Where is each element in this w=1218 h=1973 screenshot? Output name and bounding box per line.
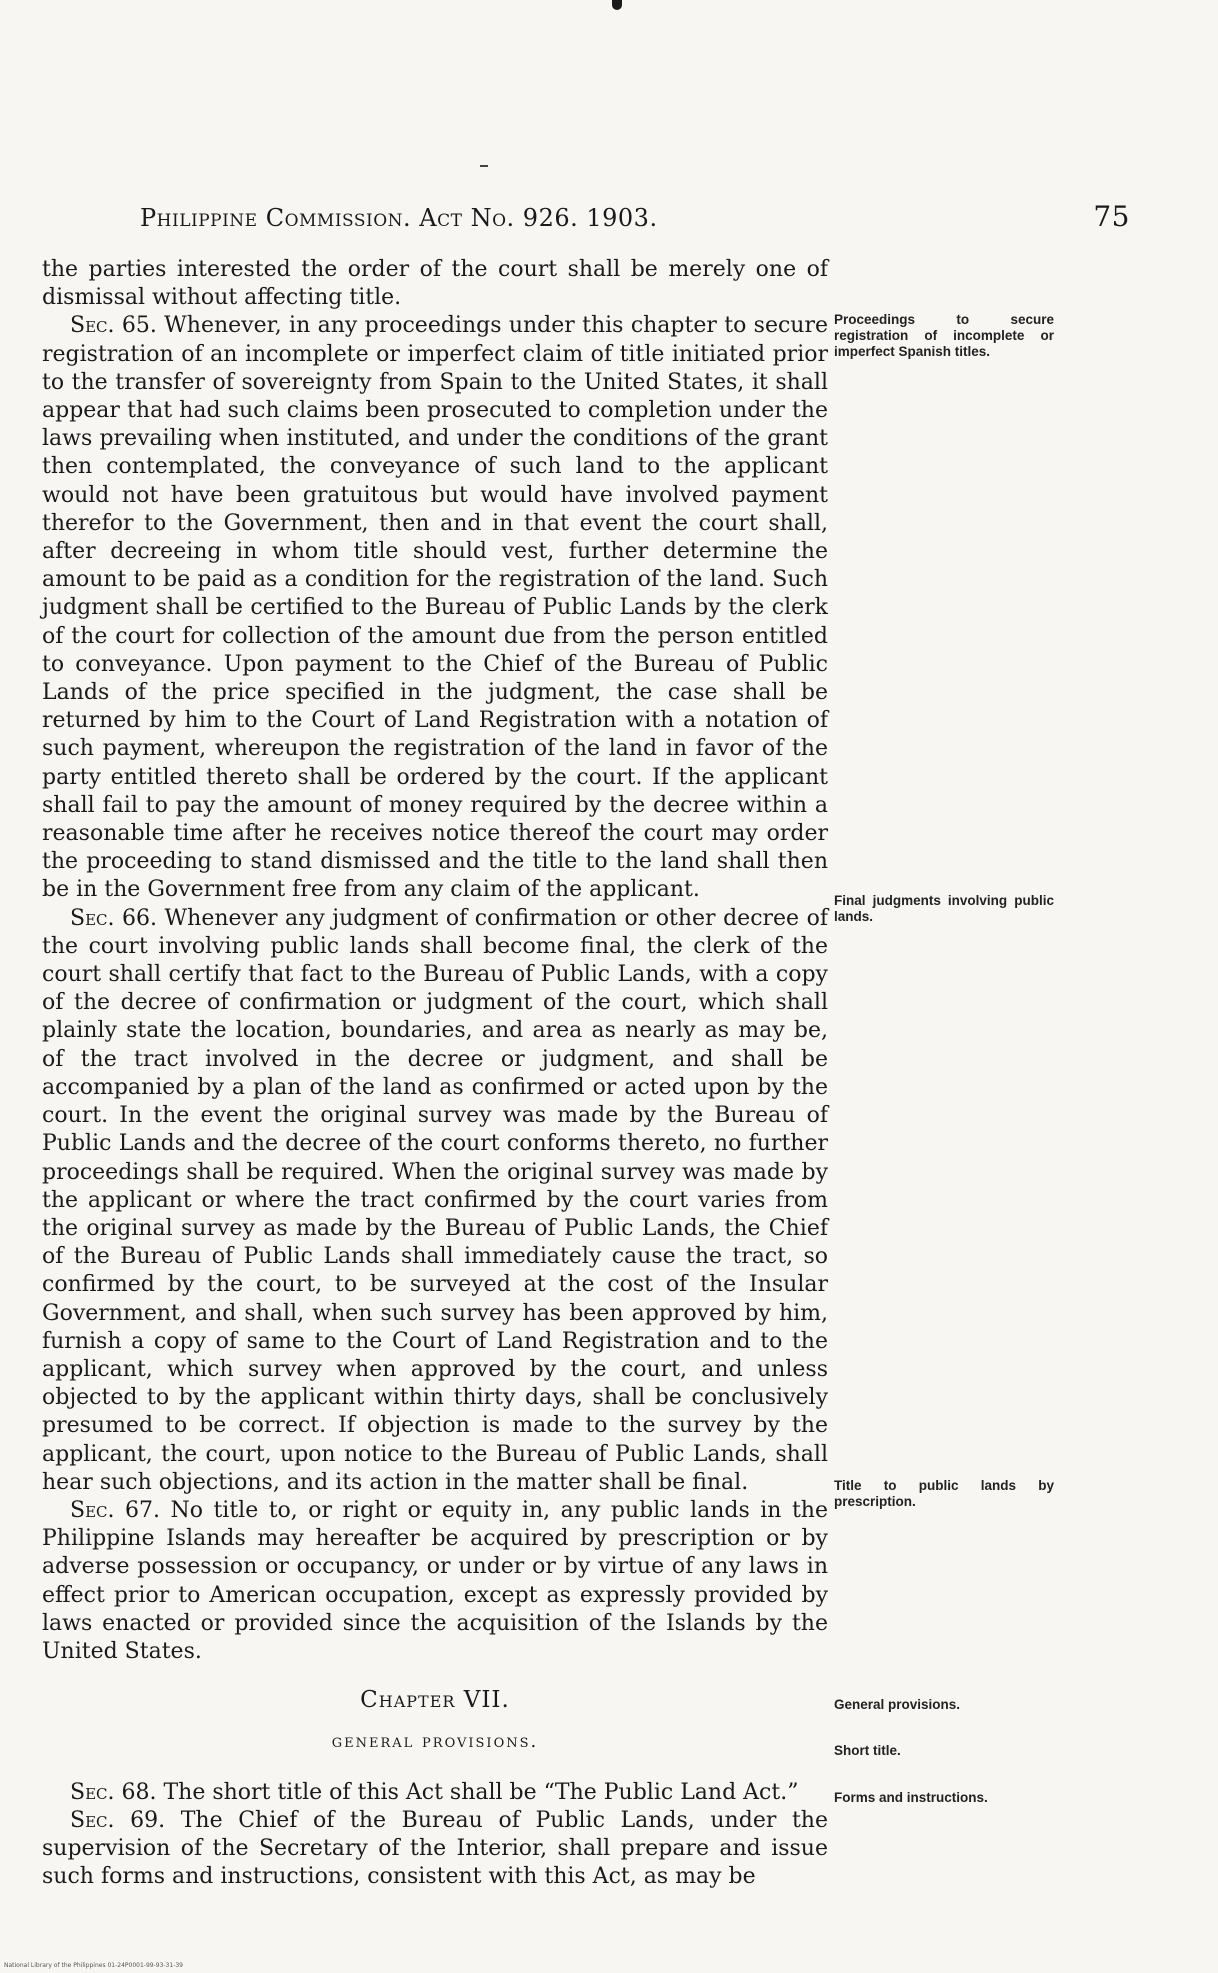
main-text-column: [42, 256, 828, 1891]
margin-note-final-judgments: Final judgments involving public lands.: [834, 893, 1054, 924]
section-69-label: Sec. 69.: [70, 1807, 166, 1833]
section-69: [42, 1807, 828, 1892]
scan-credit: National Library of the Philippines 01-24P0001-99-93-31-39: [4, 1962, 183, 1969]
section-68-label: Sec. 68.: [70, 1779, 157, 1805]
binding-mark: [612, 0, 622, 10]
section-68: [42, 1779, 828, 1807]
running-title: Philippine Commission. Act No. 926. 1903.: [140, 204, 658, 232]
chapter-subheading: general provisions.: [331, 1731, 539, 1753]
margin-note-title-by-prescription: Title to public lands by prescription.: [834, 1478, 1054, 1509]
section-66-label: Sec. 66.: [70, 905, 158, 931]
section-65: [42, 312, 828, 904]
print-mark: [480, 165, 488, 167]
section-67: [42, 1497, 828, 1666]
section-68-text: The short title of this Act shall be “The Public Land Act.”: [156, 1779, 799, 1805]
section-67-text: No title to, or right or equity in, any public lands in the Philippine Islands may hereafter be acquired by prescription or by adverse possession or occupancy, or under or by virtue of any laws in effect prior to American occupation, except as expressly provided by laws enacted or provided since the acquisition of the Islands by the United States.: [42, 1497, 828, 1664]
section-65-label: Sec. 65.: [70, 313, 157, 339]
margin-note-spanish-titles: Proceedings to secure registration of incomplete or imperfect Spanish titles.: [834, 312, 1054, 359]
section-66: [42, 905, 828, 1497]
margin-note-short-title: Short title.: [834, 1743, 901, 1758]
page-number: 75: [1093, 200, 1130, 233]
section-66-text: Whenever any judgment of confirmation or other decree of the court involving public lands shall become final, the clerk of the court shall certify that fact to the Bureau of Public Lands, with a copy of the decree of confirmation or judgment of the court, which shall plainly state the location, boundaries, and area as nearly as may be, of the tract involved in the decree or judgment, and shall be accompanied by a plan of the land as confirmed or acted upon by the court. In the event the original survey was made by the Bureau of Public Lands and the decree of the court conforms thereto, no further proceedings shall be required. When the original survey was made by the applicant or where the tract confirmed by the court varies from the original survey as made by the Bureau of Public Lands, the Chief of the Bureau of Public Lands shall immediately cause the tract, so confirmed by the court, to be surveyed at the cost of the Insular Government, and shall, when such survey has been approved by him, furnish a copy of same to the Court of Land Registration and to the applicant, which survey when approved by the court, and unless objected to by the applicant within thirty days, shall be conclusively presumed to be correct. If objection is made to the survey by the applicant, the court, upon notice to the Bureau of Public Lands, shall hear such objections, and its action in the matter shall be final.: [42, 905, 828, 1495]
section-69-text: The Chief of the Bureau of Public Lands, under the supervision of the Secretary of the Interior, shall prepare and issue such forms and instructions, consistent with this Act, as may be: [42, 1807, 828, 1890]
section-67-label: Sec. 67.: [70, 1497, 160, 1523]
paragraph-continuation: the parties interested the order of the court shall be merely one of dismissal without affecting title.: [42, 257, 828, 311]
margin-note-general-provisions: General provisions.: [834, 1697, 961, 1712]
section-65-text: Whenever, in any proceedings under this chapter to secure registration of an incomplete or imperfect claim of title initiated prior to the transfer of sovereignty from Spain to the United States, it shall appear that had such claims been prosecuted to completion under the laws prevailing when instituted, and under the conditions of the grant then contemplated, the conveyance of such land to the applicant would not have been gratuitous but would have involved payment therefor to the Government, then and in that event the court shall, after decreeing in whom title should vest, further determine the amount to be paid as a condition for the registration of the land. Such judgment shall be certified to the Bureau of Public Lands by the clerk of the court for collection of the amount due from the person entitled to conveyance. Upon payment to the Chief of the Bureau of Public Lands of the price specified in the judgment, the case shall be returned by him to the Court of Land Registration with a notation of such payment, whereupon the registration of the land in favor of the party entitled thereto shall be ordered by the court. If the applicant shall fail to pay the amount of money required by the decree within a reasonable time after he receives notice thereof the court may order the proceeding to stand dismissed and the title to the land shall then be in the Government free from any claim of the applicant.: [42, 313, 828, 903]
chapter-heading: Chapter VII.: [360, 1687, 510, 1714]
page-header: [140, 200, 1130, 240]
margin-note-forms-instructions: Forms and instructions.: [834, 1790, 988, 1805]
